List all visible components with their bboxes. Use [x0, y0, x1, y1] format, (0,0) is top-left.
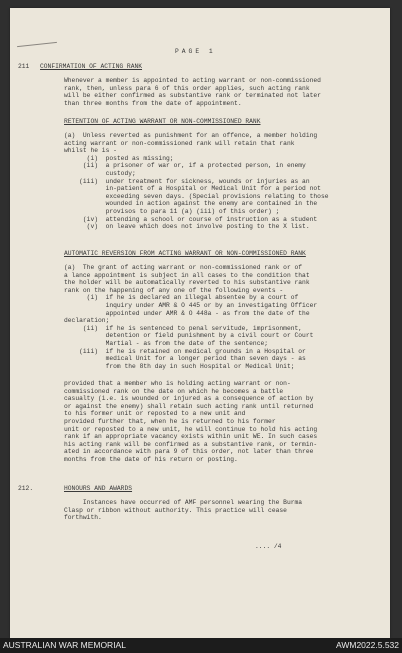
section-211-number: 211 — [18, 63, 30, 70]
section-212-title: HONOURS AND AWARDS — [64, 485, 133, 492]
retention-heading: RETENTION OF ACTING WARRANT OR NON-COMMISSIONED RANK — [64, 118, 261, 125]
page-header: PAGE 1 — [175, 48, 216, 55]
footer-institution: AUSTRALIAN WAR MEMORIAL — [3, 640, 126, 650]
section-212-body: Instances have occurred of AMF personnel wearing the Burma Clasp or ribbon without authority. This practice will cease forthwith. — [64, 499, 303, 522]
retention-body: (a) Unless reverted as punishment for an offence, a member holding acting warrant or non-commissioned rank will retain that rank whilst he is - (i) posted as missing; (ii) a prisoner of war or, if a protected person, in enemy custody; (iii) under treatment for sickness, wounds or injuries as an in-patient of a Hospital or Medical Unit for a period not exceeding seven days. (Special provisions relating to those wounded in action against the enemy are contained in the provisos to para 11 (a) (iii) of this order) ; (iv) attending a school or course of instruction as a student (v) on leave which does not involve posting to the X list. — [64, 132, 329, 231]
reversion-heading: AUTOMATIC REVERSION FROM ACTING WARRANT OR NON-COMMISSIONED RANK — [64, 250, 306, 257]
continuation-mark: .... /4 — [255, 543, 282, 550]
footer-bar — [0, 638, 402, 653]
pen-mark — [17, 42, 57, 47]
section-211-intro: Whenever a member is appointed to acting warrant or non-commissioned rank, then, unless para 6 of this order applies, such acting rank will be either confirmed as substantive rank or terminated not later than three months from the date of appointment. — [64, 77, 321, 107]
section-212-number: 212. — [18, 485, 34, 492]
footer-accession-number: AWM2022.5.532 — [336, 640, 399, 650]
reversion-body: (a) The grant of acting warrant or non-commissioned rank or of a lance appointment is subject in all cases to the condition that the holder will be automatically reverted to his substantive rank rank on the happening of any one of the following events - (i) if he is declared an illegal absentee by a court of inquiry under AMR & O 445 or by an investigating Officer appointed under AMR & O 448a - as from the date of the declaration; (ii) if he is sentenced to penal servitude, imprisonment, detention or field punishment by a civil court or Court Martial - as from the date of the sentence; (iii) if he is retained on medical grounds in a Hospital or medical Unit for a longer period than seven days - as from the 8th day in such Hospital or Medical Unit; — [64, 264, 318, 370]
reversion-proviso: provided that a member who is holding acting warrant or non- commissioned rank on the date on which he becomes a battle casualty (i.e. is wounded or injured as a consequence of action by or against the enemy) shall retain such acting rank until returned to his former unit or reposted to a new unit and provided further that, when he is returned to his former unit or reposted to a new unit, he will continue to hold his acting rank if an appropriate vacancy exists within unit WE. In such cases his acting rank will be confirmed as a substantive rank, or termin- ated in accordance with para 9 of this order, not later than three months from the date of his return or posting. — [64, 380, 318, 463]
document-page — [10, 8, 390, 638]
section-211-title: CONFIRMATION OF ACTING RANK — [40, 63, 143, 70]
